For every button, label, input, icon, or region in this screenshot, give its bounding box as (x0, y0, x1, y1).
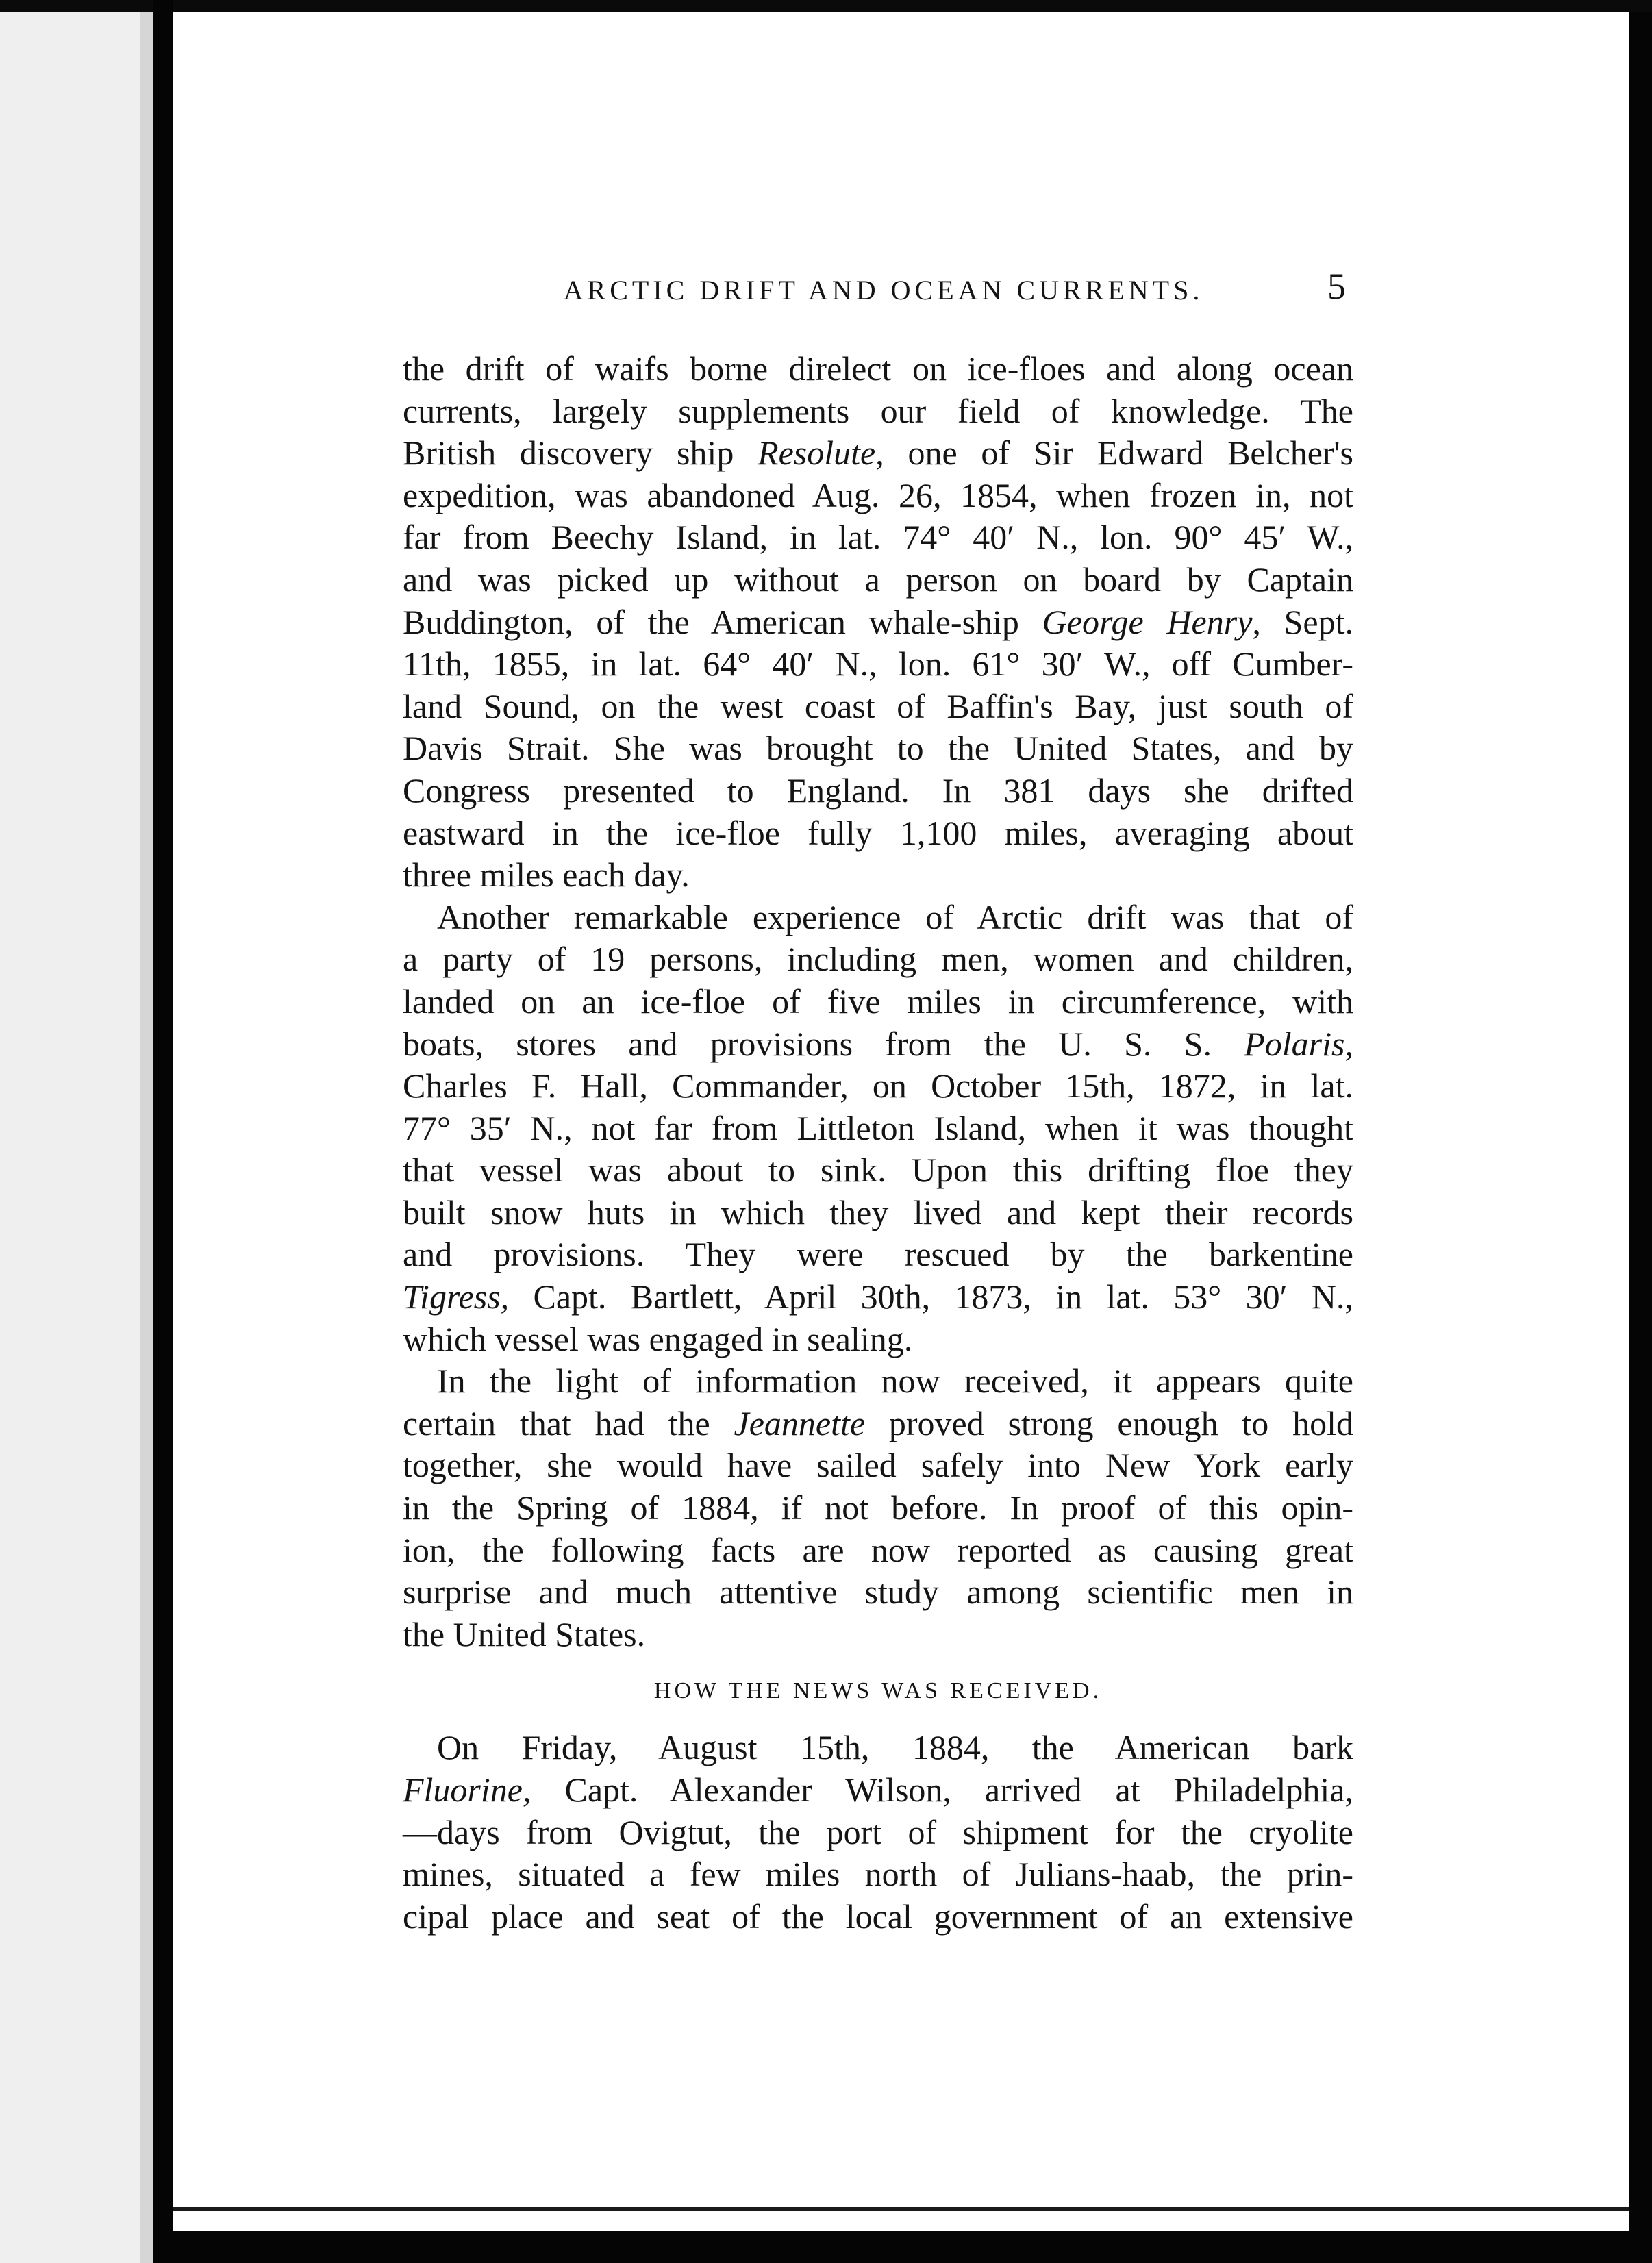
text-line: together, she would have sailed safely into New York early (403, 1446, 1353, 1485)
text-line: cipal place and seat of the local government of an extensive (403, 1897, 1353, 1936)
scan-right-border (1629, 12, 1652, 2263)
text-line (403, 1276, 1353, 1318)
text-line: the drift of waifs borne direlect on ice-floes and along ocean (403, 349, 1353, 388)
text-line (403, 601, 1353, 644)
text-line: On Friday, August 15th, 1884, the American bark (437, 1728, 1353, 1767)
text-line: Davis Strait. She was brought to the United States, and by (403, 729, 1353, 768)
text-run: Capt. Bartlett, April 30th, 1873, in lat. 53° 30′ N., (509, 1277, 1353, 1316)
text-run: proved strong enough to hold (865, 1403, 1353, 1442)
text-run: , Sept. (1252, 602, 1353, 641)
text-line: eastward in the ice-floe fully 1,100 miles, averaging about (403, 813, 1353, 852)
ship-name: Tigress, (403, 1277, 510, 1316)
text-line: a party of 19 persons, including men, women and children, (403, 940, 1353, 979)
book-gutter (153, 0, 173, 2263)
text-line: that vessel was about to sink. Upon this drifting floe they (403, 1151, 1353, 1190)
text-run: boats, stores and provisions from the U. S. S. (403, 1024, 1244, 1063)
ship-name: George Henry (1042, 602, 1253, 641)
text-line: three miles each day. (403, 855, 690, 895)
text-run: certain that had the (403, 1403, 734, 1442)
scan-top-border (0, 0, 1652, 12)
text-line: expedition, was abandoned Aug. 26, 1854, when frozen in, not (403, 475, 1353, 514)
text-line: 77° 35′ N., not far from Littleton Island, when it was thought (403, 1108, 1353, 1147)
text-run: British discovery ship (403, 434, 758, 473)
text-line: and provisions. They were rescued by the barkentine (403, 1235, 1353, 1274)
text-run: Capt. Alexander Wilson, arrived at Philadelphia, (531, 1771, 1353, 1809)
text-line: landed on an ice-floe of five miles in circumference, with (403, 982, 1353, 1021)
scan-bottom-border (153, 2231, 1652, 2263)
text-line: in the Spring of 1884, if not before. In proof of this opin- (403, 1488, 1353, 1527)
text-line: —days from Ovigtut, the port of shipment for the cryolite (403, 1812, 1353, 1851)
text-line: the United States. (403, 1614, 646, 1653)
page-number: 5 (1327, 266, 1346, 307)
text-line (403, 1769, 1353, 1812)
running-head: ARCTIC DRIFT AND OCEAN CURRENTS. (563, 275, 1204, 305)
text-run: Buddington, of the American whale-ship (403, 602, 1042, 641)
section-subheading: HOW THE NEWS WAS RECEIVED. (653, 1678, 1103, 1704)
page-bottom-edge (173, 2207, 1629, 2211)
ship-name: Resolute (758, 434, 876, 473)
text-line (403, 1023, 1353, 1066)
text-line: far from Beechy Island, in lat. 74° 40′ N., lon. 90° 45′ W., (403, 518, 1353, 557)
text-line: and was picked up without a person on board by Captain (403, 560, 1353, 599)
text-line: built snow huts in which they lived and kept their records (403, 1192, 1353, 1231)
text-line: which vessel was engaged in sealing. (403, 1319, 913, 1358)
text-line: Another remarkable experience of Arctic drift was that of (437, 897, 1353, 936)
text-line (403, 432, 1353, 475)
text-line: currents, largely supplements our field of knowledge. The (403, 391, 1353, 430)
text-line: surprise and much attentive study among scientific men in (403, 1573, 1353, 1612)
text-run: , one of Sir Edward Belcher's (875, 434, 1353, 473)
facing-page-edge (0, 12, 140, 2263)
ship-name: Jeannette (734, 1403, 866, 1442)
text-line (403, 1403, 1353, 1445)
text-line: land Sound, on the west coast of Baffin's Bay, just south of (403, 686, 1353, 725)
text-line: Charles F. Hall, Commander, on October 15th, 1872, in lat. (403, 1066, 1353, 1105)
text-line: ion, the following facts are now reported as causing great (403, 1530, 1353, 1569)
ship-name: Fluorine, (403, 1771, 531, 1809)
text-line: Congress presented to England. In 381 days she drifted (403, 771, 1353, 810)
text-line: 11th, 1855, in lat. 64° 40′ N., lon. 61° 30′ W., off Cumber- (403, 645, 1353, 684)
facing-page-shadow (140, 12, 153, 2263)
text-line: mines, situated a few miles north of Julians-haab, the prin- (403, 1855, 1353, 1894)
text-line: In the light of information now received, it appears quite (437, 1362, 1353, 1401)
ship-name: Polaris, (1244, 1024, 1353, 1063)
body-text (403, 348, 1353, 1938)
